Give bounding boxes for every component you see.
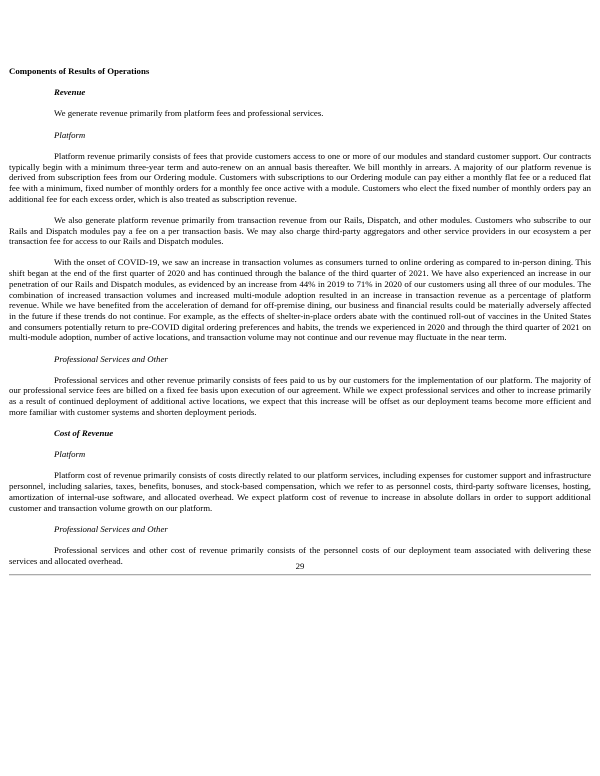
- page-title: Components of Results of Operations: [9, 66, 150, 76]
- footer-divider: [9, 574, 591, 576]
- paragraph-platform-cost: Platform cost of revenue primarily consists of costs directly related to our platform services, including expenses for customer support and infrastructure personnel, including salaries, taxes, benefits, bonuses, and stock-based compensation, which we refer to as personnel costs, third-party software licenses, hosting, amortization of internal-use software, and allocated overhead. We expect platform cost of revenue to increase in absolute dollars in order to support additional customer and transaction volume growth on our platform.: [9, 470, 591, 513]
- paragraph-platform-revenue-3: With the onset of COVID-19, we saw an increase in transaction volumes as consumers turned to online ordering as compared to in-person dining. This shift began at the end of the first quarter of 2020 and has continued through the balance of the third quarter of 2021. We have also experienced an increase in our penetration of our Rails and Dispatch modules, as evidenced by an increase from 44% in 2019 to 71% in 2020 of our customers using all three of our modules. The combination of increased transaction volumes and increased multi-module adoption resulted in an increase in transaction revenue as a percentage of platform revenue. While we have benefited from the acceleration of demand for off-premise dining, our business and financial results could be materially adversely affected in the future if these trends do not continue. For example, as the effects of shelter-in-place orders abate with the continued roll-out of vaccines in the United States and consumers potentially return to pre-COVID digital ordering preferences and habits, the trends we experienced in 2020 and through the third quarter of 2021 on multi-module adoption, number of active locations, and transaction volume may not continue and our revenue may fluctuate in the near term.: [9, 257, 591, 343]
- page-footer: [9, 561, 591, 576]
- section-heading-platform-revenue: Platform: [54, 129, 86, 140]
- document-body: [9, 66, 591, 577]
- section-heading-platform-cost: Platform: [54, 449, 86, 460]
- paragraph-platform-revenue-1: Platform revenue primarily consists of fees that provide customers access to one or more of our modules and standard customer support. Our contracts typically begin with a minimum three-year term and auto-renew on an annual basis thereafter. We bill monthly in arrears. A majority of our platform revenue is derived from subscription fees from our Ordering module. Customers with subscriptions to our Ordering module can pay either a monthly flat fee or a reduced flat fee with a minimum, fixed number of monthly orders for a monthly fee once active with a module. Customers who elect the fixed number of monthly orders pay an additional fee for each excess order, which is also treated as subscription revenue.: [9, 150, 591, 204]
- section-heading-revenue: Revenue: [54, 87, 86, 98]
- section-heading-cost-of-revenue: Cost of Revenue: [54, 428, 114, 439]
- section-heading-professional-services-cost: Professional Services and Other: [54, 523, 168, 534]
- paragraph-revenue-intro: We generate revenue primarily from platform fees and professional services.: [54, 108, 324, 119]
- paragraph-professional-services-revenue: Professional services and other revenue primarily consists of fees paid to us by our customers for the implementation of our platform. The majority of our professional service fees are billed on a fixed fee basis upon execution of our agreement. While we expect professional services and other to increase primarily as a result of continued deployment of additional active locations, we expect that this increase will be offset as our deployment teams become more efficient and more familiar with customer systems and shorten deployment periods.: [9, 374, 591, 417]
- paragraph-professional-services-cost: Professional services and other cost of revenue primarily consists of the personnel costs of our deployment team associated with delivering these services and allocated overhead.: [9, 545, 591, 566]
- page-number: 29: [295, 561, 305, 571]
- section-heading-professional-services-revenue: Professional Services and Other: [54, 353, 168, 364]
- paragraph-platform-revenue-2: We also generate platform revenue primarily from transaction revenue from our Rails, Dispatch, and other modules. Customers who subscribe to our Rails and Dispatch modules pay a fee on a per transaction basis. We may also charge third-party aggregators and other service providers in our ecosystem a per transaction fee for access to our Rails and Dispatch modules.: [9, 214, 591, 247]
